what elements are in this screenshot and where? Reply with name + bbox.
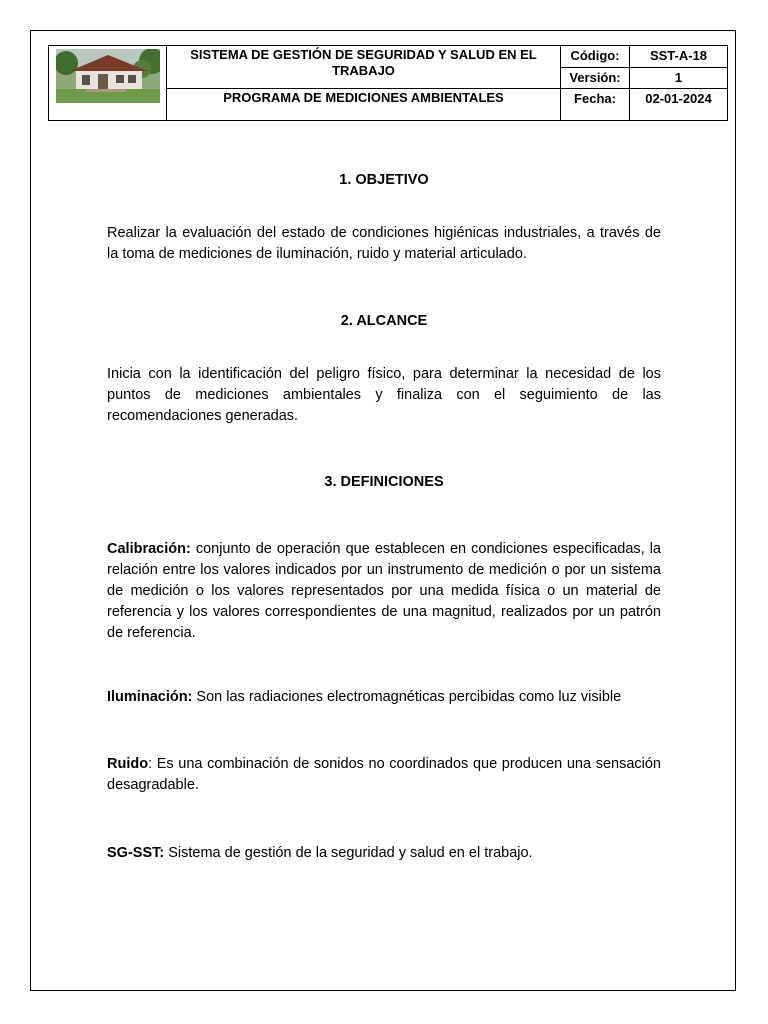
definition-text: conjunto de operación que establecen en condiciones especificadas, la relación entre los valores indicados por un instrumento de medición o por un sistema de medición o los valores representados por una medida física o un material de referencia y los valores correspondientes de una magnitud, realizados por un patrón de referencia.: [107, 541, 661, 641]
version-value: 1: [630, 68, 728, 89]
section-text-alcance: Inicia con la identificación del peligro físico, para determinar la necesidad de los puntos de mediciones ambientales y finaliza con el seguimiento de las recomendaciones generadas.: [107, 366, 661, 424]
section-title-definiciones: 3. DEFINICIONES: [324, 474, 444, 490]
definition-iluminacion: [107, 687, 661, 708]
company-house-photo: [56, 49, 160, 103]
system-title: SISTEMA DE GESTIÓN DE SEGURIDAD Y SALUD EN EL TRABAJO: [167, 46, 561, 89]
date-value: 02-01-2024: [630, 89, 728, 121]
document-header: [48, 45, 728, 121]
program-title: PROGRAMA DE MEDICIONES AMBIENTALES: [167, 89, 561, 121]
definition-term: Iluminación:: [107, 689, 193, 705]
definition-term: SG-SST:: [107, 845, 165, 861]
section-title-objetivo: 1. OBJETIVO: [339, 172, 429, 188]
code-label: Código:: [561, 46, 630, 68]
version-label: Versión:: [561, 68, 630, 89]
section-text-objetivo: Realizar la evaluación del estado de condiciones higiénicas industriales, a través de la toma de mediciones de iluminación, ruido y material articulado.: [107, 225, 661, 262]
definition-text: Son las radiaciones electromagnéticas percibidas como luz visible: [192, 689, 622, 705]
definition-term: Ruido: [107, 756, 149, 772]
definition-term: Calibración:: [107, 541, 191, 557]
code-value: SST-A-18: [630, 46, 728, 68]
definition-calibracion: [107, 539, 661, 644]
definition-text: : Es una combinación de sonidos no coordinados que producen una sensación desagradable.: [107, 756, 661, 793]
definition-text: Sistema de gestión de la seguridad y salud en el trabajo.: [164, 845, 533, 861]
section-title-alcance: 2. ALCANCE: [340, 313, 428, 329]
logo-cell: [49, 46, 167, 121]
date-label: Fecha:: [561, 89, 630, 121]
definition-sg-sst: [107, 843, 661, 864]
definition-ruido: [107, 754, 661, 796]
